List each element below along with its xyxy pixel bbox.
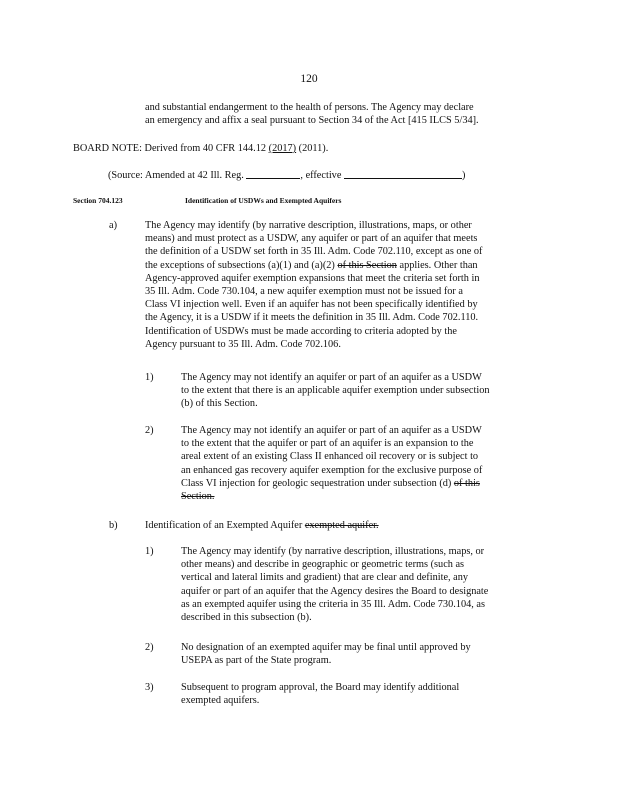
subsection-a2-line: to the extent that the aquifer or part of an aquifer is an expansion to the: [181, 438, 474, 450]
subsection-a1-line: (b) of this Section.: [181, 398, 258, 410]
board-note: [73, 142, 533, 155]
source-text: (Source: Amended at 42 Ill. Reg.: [108, 170, 244, 181]
subsection-a1-line: to the extent that there is an applicable aquifer exemption under subsection: [181, 385, 490, 397]
subsection-b1: [181, 545, 533, 624]
subsection-b3-line: exempted aquifers.: [181, 695, 260, 707]
source-reg-blank: [246, 168, 300, 179]
subsection-b2-line: USEPA as part of the State program.: [181, 655, 332, 667]
subsection-a-line-struck: [145, 259, 530, 272]
struck-text: Section.: [181, 491, 215, 503]
subsection-b3-label: 3): [145, 682, 154, 693]
subsection-a1-label: 1): [145, 372, 154, 383]
subsection-a-line: 35 Ill. Adm. Code 730.104, a new aquifer exemption must not be issued for a: [145, 286, 464, 298]
subsection-a-line-text: applies. Other than: [396, 259, 478, 271]
source-close: ): [461, 170, 466, 181]
subsection-a2-line-text: Class VI injection for geologic sequestration under subsection (d): [181, 477, 454, 489]
subsection-a2-line: areal extent of an existing Class II enhanced oil recovery or is subject to: [181, 451, 479, 463]
subsection-b3: [181, 681, 533, 707]
subsection-b1-line: as an exempted aquifer using the criteria in 35 Ill. Adm. Code 730.104, as: [181, 598, 485, 610]
subsection-a2-line: an enhanced gas recovery aquifer exemption for the exclusive purpose of: [181, 464, 483, 476]
subsection-a-line: Class VI injection well. Even if an aquifer has not been specifically identified by: [145, 299, 478, 311]
subsection-b1-line: The Agency may identify (by narrative description, illustrations, maps, or: [181, 546, 485, 557]
subsection-b2-label: 2): [145, 642, 154, 653]
intro-line: and substantial endangerment to the health of persons. The Agency may declare: [145, 102, 474, 113]
subsection-a2-line: The Agency may not identify an aquifer or part of an aquifer as a USDW: [181, 425, 482, 436]
subsection-b3-line: Subsequent to program approval, the Board may identify additional: [181, 682, 460, 693]
section-title: Identification of USDWs and Exempted Aquifers: [185, 196, 342, 205]
subsection-a2: [181, 424, 533, 503]
subsection-b1-line: vertical and lateral limits and gradient) that are clear and definite, any: [181, 572, 469, 584]
subsection-b2: [181, 641, 533, 667]
source-date-blank: [344, 168, 462, 179]
struck-text: exempted aquifer.: [304, 520, 379, 531]
subsection-b1-label: 1): [145, 546, 154, 557]
source-note: [108, 168, 538, 182]
subsection-a2-label: 2): [145, 425, 154, 436]
board-note-prefix: BOARD NOTE: Derived from 40 CFR 144.12: [73, 143, 269, 154]
subsection-a1-line: The Agency may not identify an aquifer or part of an aquifer as a USDW: [181, 372, 482, 383]
subsection-a1: [181, 371, 533, 411]
intro-line: an emergency and affix a seal pursuant to Section 34 of the Act [415 ILCS 5/34].: [145, 115, 479, 127]
page-number: 120: [300, 73, 318, 85]
subsection-b-heading: [145, 519, 530, 532]
subsection-b1-line: aquifer or part of an aquifer that the Agency desires the Board to designate: [181, 585, 489, 597]
subsection-a: [145, 219, 530, 351]
struck-text: of this Section: [337, 259, 397, 271]
subsection-a-line: the Agency, it is a USDW if it meets the definition in 35 Ill. Adm. Code 702.110.: [145, 312, 479, 324]
source-effective: , effective: [300, 170, 342, 181]
subsection-b1-line: other means) and describe in geographic or geometric terms (such as: [181, 559, 465, 571]
subsection-b-text: Identification of an Exempted Aquifer: [145, 520, 305, 531]
subsection-b2-line: No designation of an exempted aquifer may be final until approved by: [181, 642, 471, 653]
subsection-a-line: The Agency may identify (by narrative description, illustrations, maps, or other: [145, 220, 472, 231]
subsection-a-line-text: the exceptions of subsections (a)(1) and (a)(2): [145, 259, 338, 271]
subsection-a-label: a): [109, 220, 117, 231]
board-note-underlined: (2017): [268, 143, 297, 154]
subsection-a-line: Identification of USDWs must be made according to criteria adopted by the: [145, 325, 457, 337]
struck-text: of this: [453, 477, 480, 489]
subsection-a-line: means) and must protect as a USDW, any aquifer or part of an aquifer that meets: [145, 233, 478, 245]
subsection-a-line: Agency pursuant to 35 Ill. Adm. Code 702.106.: [145, 338, 341, 350]
subsection-b1-line: described in this subsection (b).: [181, 612, 312, 624]
intro-paragraph: [145, 101, 538, 127]
subsection-b-label: b): [109, 520, 118, 531]
board-note-suffix: (2011).: [296, 143, 329, 154]
subsection-a2-line-struck: [181, 477, 533, 490]
subsection-a-line: Agency-approved aquifer exemption expansions that meet the criteria set forth in: [145, 272, 480, 284]
subsection-a-line: the definition of a USDW set forth in 35 Ill. Adm. Code 702.110, except as one of: [145, 246, 483, 258]
section-number: Section 704.123: [73, 196, 123, 205]
